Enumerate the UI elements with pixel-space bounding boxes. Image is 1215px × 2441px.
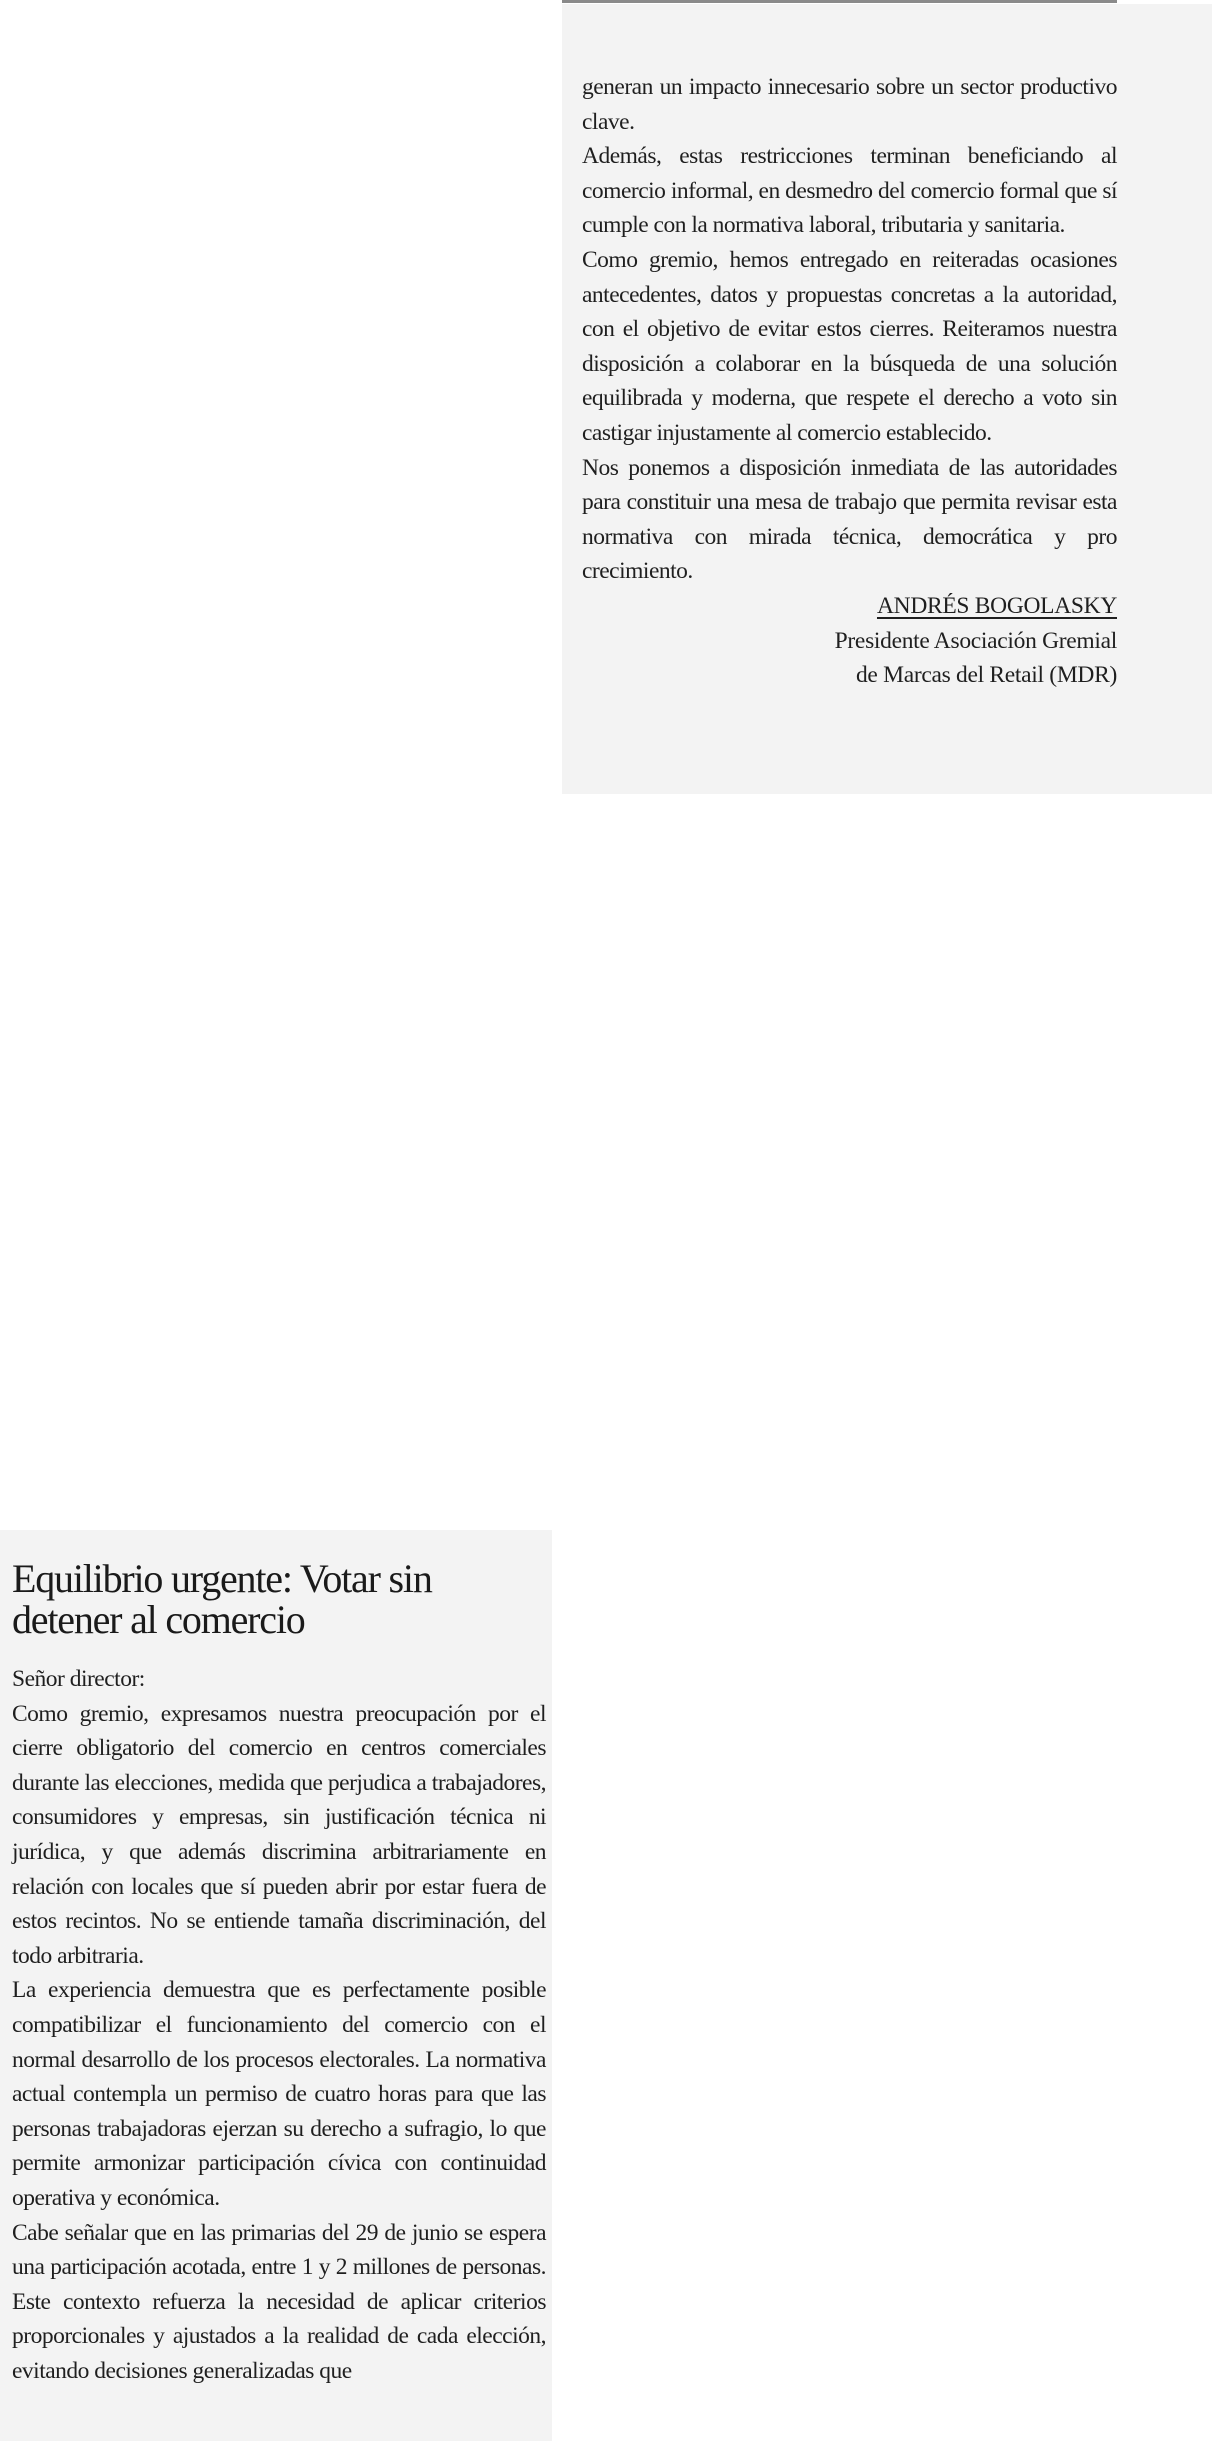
- signature-title-line-1: Presidente Asociación Gremial: [834, 627, 1117, 654]
- letter-continuation-column: [562, 4, 1212, 794]
- letter-headline: Equilibrio urgente: Votar sin detener al comercio: [12, 1556, 432, 1642]
- letter-start-body: [12, 1558, 546, 2388]
- letter-start-column: [0, 1530, 552, 2441]
- signature-block: [582, 589, 1117, 693]
- signature-title-line-2: de Marcas del Retail (MDR): [855, 662, 1117, 689]
- paragraph-2: La experiencia demuestra que es perfectamente posible compatibilizar el funcionamiento del comercio con el normal desarrollo de los procesos electorales. La normativa actual contempla un permiso de cuatro horas para que las personas trabajadoras ejerzan su derecho a sufragio, lo que permite armonizar participación cívica con continuidad operativa y económica.: [12, 1977, 546, 2211]
- paragraph-3: Como gremio, hemos entregado en reiteradas ocasiones antecedentes, datos y propuestas concretas a la autoridad, con el objetivo de evitar estos cierres. Reiteramos nuestra disposición a colaborar en la búsqueda de una solución equilibrada y moderna, que respete el derecho a voto sin castigar injustamente al comercio establecido.: [582, 246, 1117, 446]
- letter-continuation-body: [582, 70, 1117, 693]
- salutation: Señor director:: [12, 1666, 145, 1692]
- top-divider-rule: [562, 0, 1117, 3]
- paragraph-2: Además, estas restricciones terminan beneficiando al comercio informal, en desmedro del comercio formal que sí cumple con la normativa laboral, tributaria y sanitaria.: [582, 143, 1117, 239]
- signature-name: ANDRÉS BOGOLASKY: [876, 592, 1117, 619]
- paragraph-3: Cabe señalar que en las primarias del 29 de junio se espera una participación acotada, entre 1 y 2 millones de personas. Este contexto refuerza la necesidad de aplicar criterios proporcionales y ajustados a la realidad de cada elección, evitando decisiones generalizadas que: [12, 2219, 546, 2384]
- paragraph-1: generan un impacto innecesario sobre un sector productivo clave.: [582, 74, 1117, 135]
- paragraph-4: Nos ponemos a disposición inmediata de las autoridades para constituir una mesa de trabajo que permita revisar esta normativa con mirada técnica, democrática y pro crecimiento.: [582, 454, 1117, 585]
- paragraph-1: Como gremio, expresamos nuestra preocupación por el cierre obligatorio del comercio en centros comerciales durante las elecciones, medida que perjudica a trabajadores, consumidores y empresas, sin justificación técnica ni jurídica, y que además discrimina arbitrariamente en relación con locales que sí pueden abrir por estar fuera de estos recintos. No se entiende tamaña discriminación, del todo arbitraria.: [12, 1700, 546, 1969]
